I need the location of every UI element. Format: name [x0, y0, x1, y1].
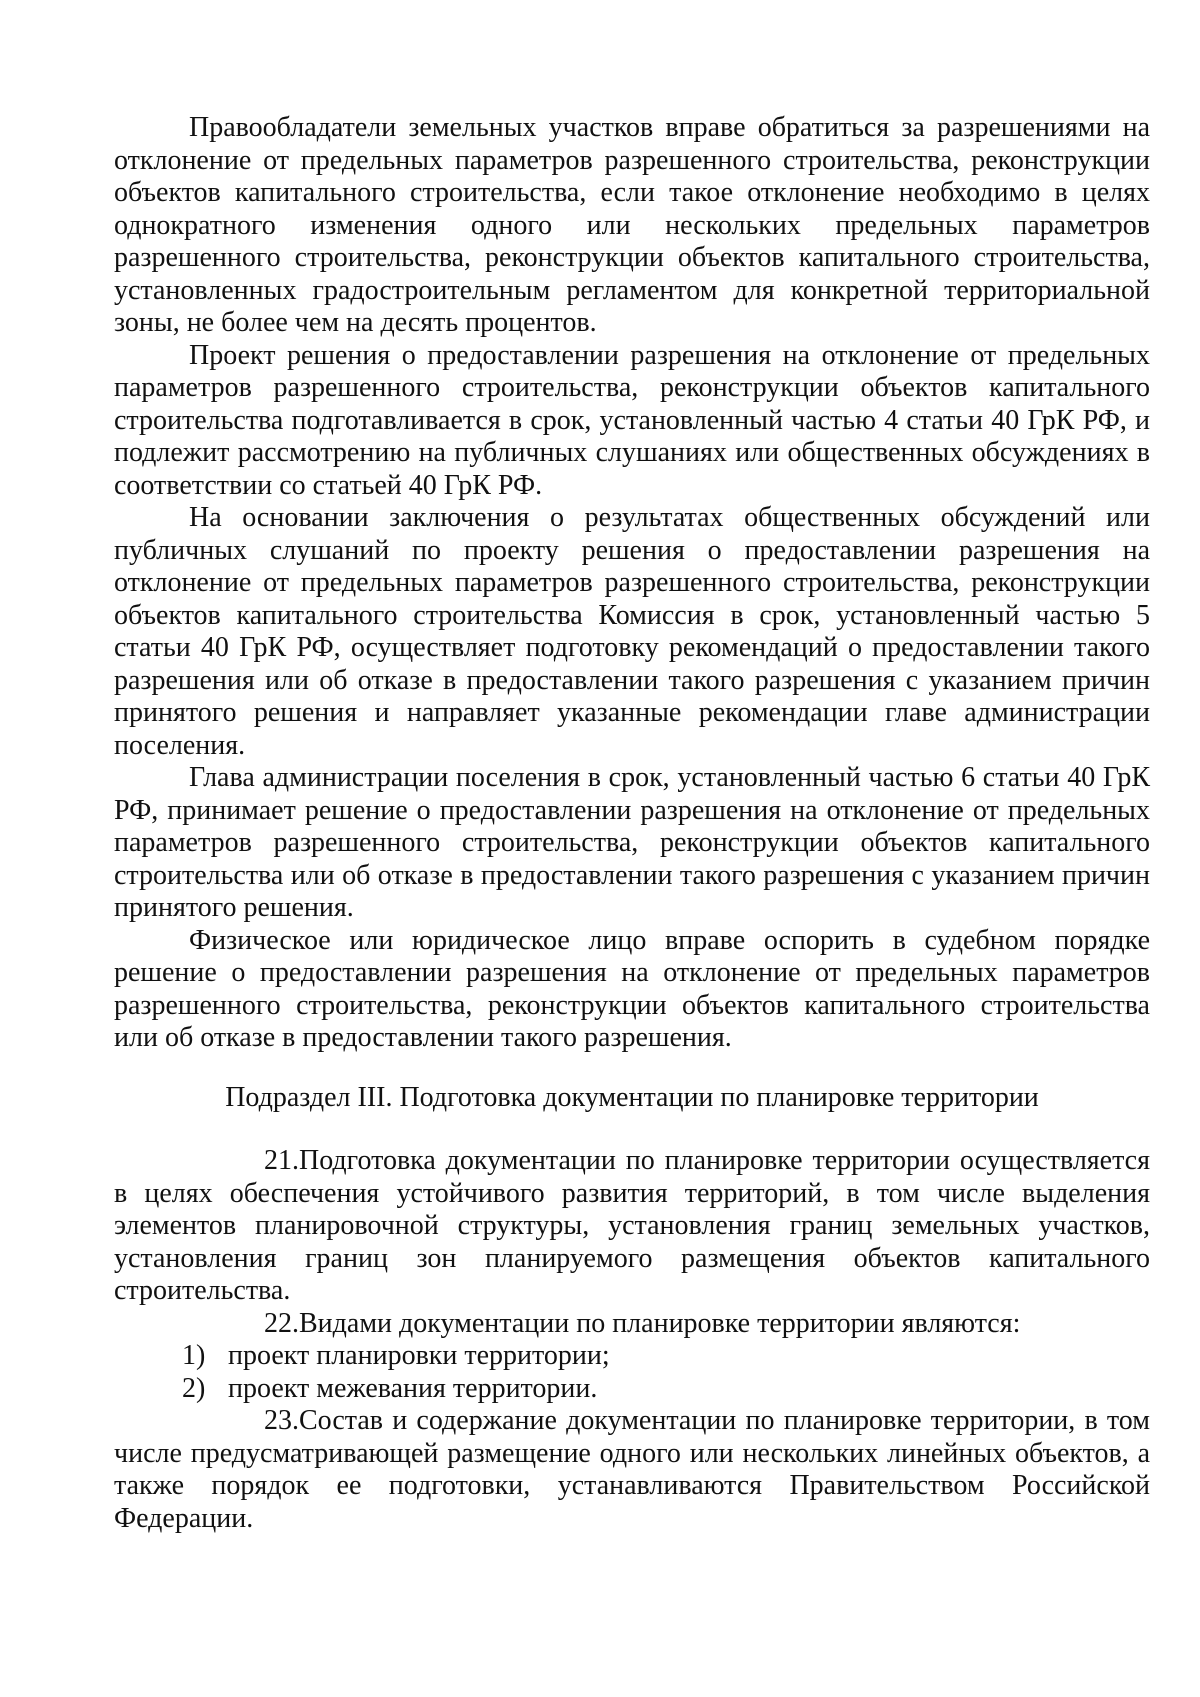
list-item	[114, 1373, 1150, 1406]
clause-23-text: Состав и содержание документации по планировке территории, в том числе предусматривающей размещение одного или нескольких линейных объектов, а также порядок ее подготовки, устанавливаются Правительством Российской Федерации.	[114, 1405, 1150, 1534]
clause-21-text: Подготовка документации по планировке территории осуществляется в целях обеспечения устойчивого развития территорий, в том числе выделения элементов планировочной структуры, установления границ земельных участков, установления границ зон планируемого размещения объектов капитального строительства.	[114, 1145, 1150, 1306]
clause-21	[114, 1145, 1150, 1308]
list-item-number: 1)	[182, 1340, 206, 1371]
paragraph-right-holders: Правообладатели земельных участков вправе обратиться за разрешениями на отклонение от предельных параметров разрешенного строительства, реконструкции объектов капитального строительства, если такое отклонение необходимо в целях однократного изменения одного или нескольких предельных параметров разрешенного строительства, реконструкции объектов капитального строительства, установленных градостроительным регламентом для конкретной территориальной зоны, не более чем на десять процентов.	[114, 112, 1150, 338]
list-item-text: проект межевания территории.	[228, 1372, 598, 1404]
list-item-text: проект планировки территории;	[228, 1340, 610, 1371]
section-heading: Подраздел III. Подготовка документации по планировке территории	[225, 1081, 1039, 1113]
list-item-number: 2)	[182, 1372, 206, 1404]
clause-21-number: 21.	[264, 1145, 299, 1176]
paragraph-head-decision: Глава администрации поселения в срок, установленный частью 6 статьи 40 ГрК РФ, принимает решение о предоставлении разрешения на отклонение от предельных параметров разрешенного строительства, реконструкции объектов капитального строительства или об отказе в предоставлении такого разрешения с указанием причин принятого решения.	[114, 762, 1150, 923]
paragraph-draft-decision: Проект решения о предоставлении разрешения на отклонение от предельных параметров разрешенного строительства, реконструкции объектов капитального строительства подготавливается в срок, установленный частью 4 статьи 40 ГрК РФ, и подлежит рассмотрению на публичных слушаниях или общественных обсуждениях в соответствии со статьей 40 ГрК РФ.	[114, 339, 1150, 501]
clause-22	[114, 1308, 1150, 1341]
clause-23	[114, 1405, 1150, 1535]
list-item	[114, 1340, 1150, 1373]
paragraph-commission-recommendations: На основании заключения о результатах общественных обсуждений или публичных слушаний по проекту решения о предоставлении разрешения на отклонение от предельных параметров разрешенного строительства, реконструкции объектов капитального строительства Комиссия в срок, установленный частью 5 статьи 40 ГрК РФ, осуществляет подготовку рекомендаций о предоставлении такого разрешения или об отказе в предоставлении такого разрешения с указанием причин принятого решения и направляет указанные рекомендации главе администрации поселения.	[114, 502, 1150, 761]
clause-22-text: Видами документации по планировке территории являются:	[299, 1307, 1021, 1339]
clause-23-number: 23.	[264, 1405, 299, 1436]
clause-22-number: 22.	[264, 1307, 299, 1339]
paragraph-appeal: Физическое или юридическое лицо вправе оспорить в судебном порядке решение о предоставлении разрешения на отклонение от предельных параметров разрешенного строительства, реконструкции объектов капитального строительства или об отказе в предоставлении такого разрешения.	[114, 924, 1150, 1053]
document-body	[114, 112, 1150, 1535]
